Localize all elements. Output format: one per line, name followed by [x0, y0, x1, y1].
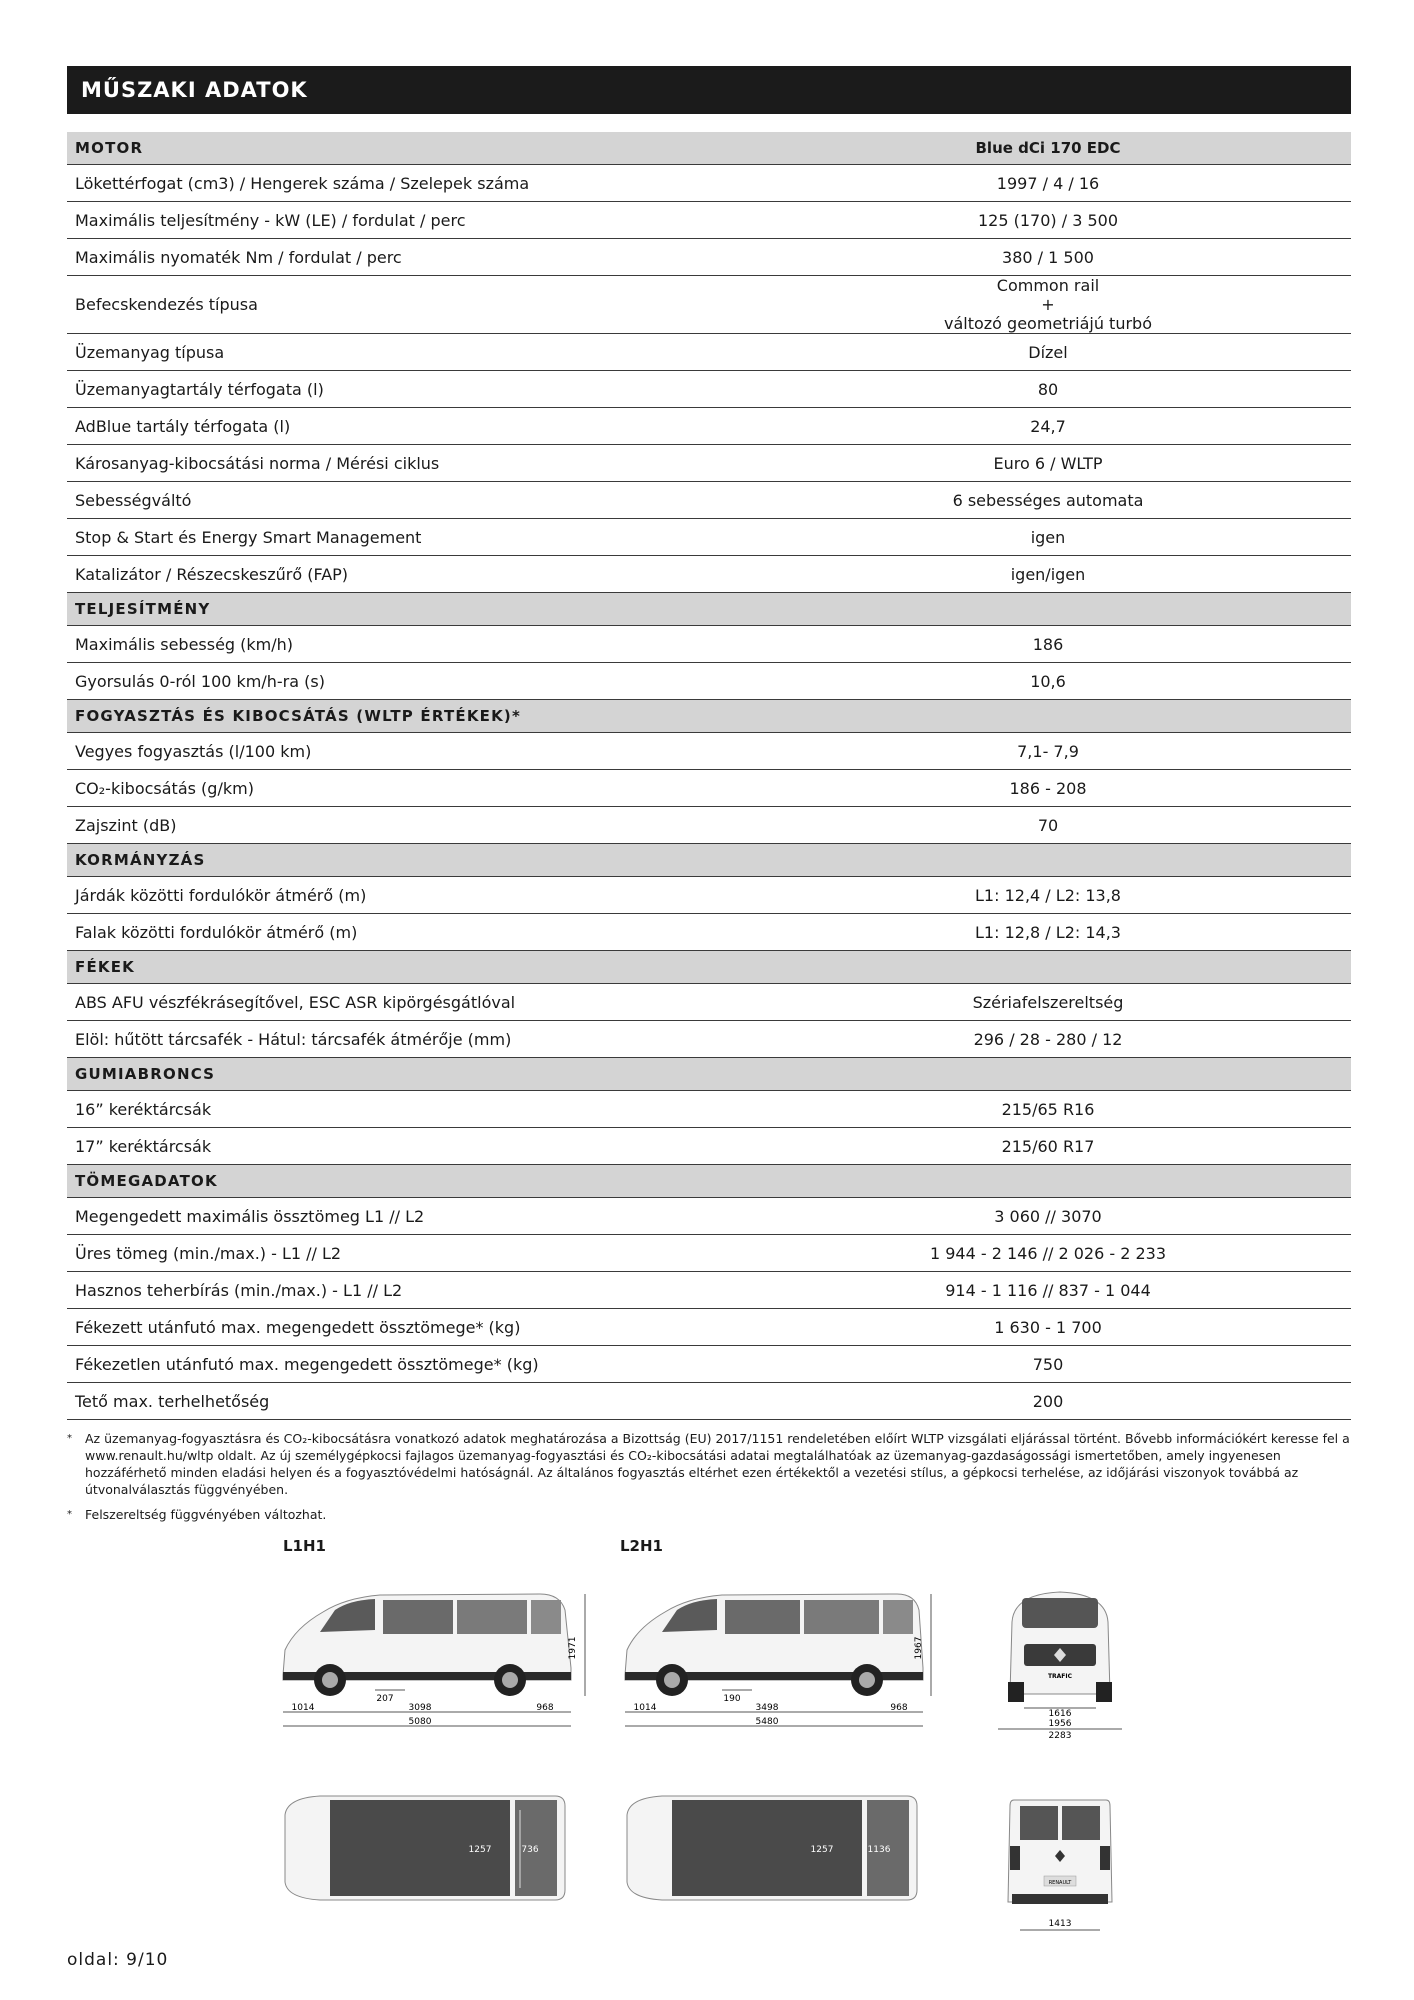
spec-row [67, 1091, 1351, 1128]
spec-label: Stop & Start és Energy Smart Management [67, 519, 745, 556]
spec-row [67, 1383, 1351, 1420]
section-title: TÖMEGADATOK [67, 1165, 745, 1198]
spec-row [67, 733, 1351, 770]
spec-value: 6 sebességes automata [745, 482, 1351, 519]
spec-row [67, 877, 1351, 914]
spec-label: Zajszint (dB) [67, 807, 745, 844]
footnote-text: Az üzemanyag-fogyasztásra és CO₂-kibocsátásra vonatkozó adatok meghatározása a Bizottság (EU) 2017/1151 rendeletében előírt WLTP vizsgálati eljárással történt. Bővebb információkért keresse fel a www.renault.hu/wltp oldalt. Az új személygépkocsi fajlagos üzemanyag-fogyasztási és CO₂-kibocsátási adatai megtalálhatóak az üzemanyag-gazdaságossági ismertetőben, amely ingyenesen hozzáférhető minden eladási helyen és a fogyasztóvédelmi hatóságnál. Az általános fogyasztás eltérhet ezen értékektől a vezetési stílus, a gépkocsi terhelése, az időjárási viszonyok továbbá az útvonalválasztás függvényében. [85, 1431, 1350, 1497]
section-title: TELJESÍTMÉNY [67, 593, 745, 626]
footnote-mark: * [67, 1433, 72, 1444]
page-number: oldal: 9/10 [67, 1950, 169, 1970]
l1h1-wheelbase: 3098 [408, 1703, 432, 1713]
spec-value: 186 [745, 626, 1351, 663]
footnote-mark: * [67, 1509, 72, 1520]
spec-label: Maximális sebesség (km/h) [67, 626, 745, 663]
section-title: FOGYASZTÁS ÉS KIBOCSÁTÁS (WLTP ÉRTÉKEK)* [67, 700, 745, 733]
section-header-value [745, 951, 1351, 984]
l2h1-side-view [617, 1580, 937, 1735]
spec-label: Járdák közötti fordulókör átmérő (m) [67, 877, 745, 914]
spec-value: 215/60 R17 [745, 1128, 1351, 1165]
spec-row [67, 334, 1351, 371]
spec-label: Károsanyag-kibocsátási norma / Mérési ciklus [67, 445, 745, 482]
spec-row [67, 626, 1351, 663]
spec-label: Üzemanyag típusa [67, 334, 745, 371]
section-header-value [745, 1058, 1351, 1091]
spec-label: Lökettérfogat (cm3) / Hengerek száma / Szelepek száma [67, 165, 745, 202]
spec-value: 10,6 [745, 663, 1351, 700]
front-track: 1616 [1048, 1709, 1072, 1719]
spec-value: 750 [745, 1346, 1351, 1383]
footnotes [67, 1430, 1351, 1523]
spec-label: Maximális teljesítmény - kW (LE) / fordulat / perc [67, 202, 745, 239]
spec-row [67, 1235, 1351, 1272]
l1h1-height: 1971 [568, 1636, 578, 1660]
l1h1-rear-width: 736 [521, 1845, 539, 1855]
section-title: FÉKEK [67, 951, 745, 984]
spec-row [67, 482, 1351, 519]
spec-value: 3 060 // 3070 [745, 1198, 1351, 1235]
spec-row [67, 770, 1351, 807]
spec-value: 380 / 1 500 [745, 239, 1351, 276]
l2h1-front-overhang: 1014 [633, 1703, 657, 1713]
spec-row [67, 1272, 1351, 1309]
l2h1-rear-width: 1136 [867, 1845, 891, 1855]
spec-label: Gyorsulás 0-ról 100 km/h-ra (s) [67, 663, 745, 700]
l2h1-rear-overhang: 968 [890, 1703, 908, 1713]
section-header-value [745, 593, 1351, 626]
spec-value: 7,1- 7,9 [745, 733, 1351, 770]
spec-row [67, 408, 1351, 445]
spec-label: Katalizátor / Részecskeszűrő (FAP) [67, 556, 745, 593]
spec-row [67, 202, 1351, 239]
spec-page [67, 66, 1351, 1523]
spec-row [67, 984, 1351, 1021]
spec-value: 215/65 R16 [745, 1091, 1351, 1128]
l2h1-length: 5480 [755, 1717, 779, 1727]
l1h1-top-view [275, 1790, 575, 1910]
section-title: MOTOR [67, 132, 745, 165]
spec-label: Befecskendezés típusa [67, 276, 745, 334]
spec-value: 70 [745, 807, 1351, 844]
section-header-value [745, 844, 1351, 877]
spec-label: Maximális nyomaték Nm / fordulat / perc [67, 239, 745, 276]
l2h1-top-view [617, 1790, 927, 1910]
section-header [67, 844, 1351, 877]
section-header-value [745, 1165, 1351, 1198]
l1h1-rear-overhang: 968 [536, 1703, 554, 1713]
section-header [67, 132, 1351, 165]
section-header-value: Blue dCi 170 EDC [745, 132, 1351, 165]
spec-label: Megengedett maximális össztömeg L1 // L2 [67, 1198, 745, 1235]
spec-label: Elöl: hűtött tárcsafék - Hátul: tárcsafék átmérője (mm) [67, 1021, 745, 1058]
spec-label: Tető max. terhelhetőség [67, 1383, 745, 1420]
spec-value: igen [745, 519, 1351, 556]
section-title: GUMIABRONCS [67, 1058, 745, 1091]
spec-row [67, 914, 1351, 951]
spec-label: Vegyes fogyasztás (l/100 km) [67, 733, 745, 770]
spec-value: 1 630 - 1 700 [745, 1309, 1351, 1346]
section-header-value [745, 700, 1351, 733]
spec-row [67, 239, 1351, 276]
spec-value: Dízel [745, 334, 1351, 371]
section-header [67, 1058, 1351, 1091]
spec-label: ABS AFU vészfékrásegítővel, ESC ASR kipörgésgátlóval [67, 984, 745, 1021]
spec-label: Üzemanyagtartály térfogata (l) [67, 371, 745, 408]
rear-track: 1413 [1048, 1919, 1072, 1929]
spec-value-line: Common rail [996, 276, 1100, 295]
spec-row [67, 371, 1351, 408]
spec-row [67, 165, 1351, 202]
spec-value: Szériafelszereltség [745, 984, 1351, 1021]
l2h1-wheelbase: 3498 [755, 1703, 779, 1713]
spec-row [67, 276, 1351, 334]
l2h1-height: 1967 [914, 1636, 924, 1660]
l1h1-front-overhang: 1014 [291, 1703, 315, 1713]
spec-label: Hasznos teherbírás (min./max.) - L1 // L2 [67, 1272, 745, 1309]
spec-value-line: + [1041, 295, 1055, 314]
spec-label: CO₂-kibocsátás (g/km) [67, 770, 745, 807]
spec-value [745, 276, 1351, 334]
l1h1-ground: 207 [376, 1694, 394, 1704]
spec-value: L1: 12,4 / L2: 13,8 [745, 877, 1351, 914]
spec-value: 80 [745, 371, 1351, 408]
spec-value: 186 - 208 [745, 770, 1351, 807]
spec-row [67, 1198, 1351, 1235]
footnote-text: Felszereltség függvényében változhat. [85, 1507, 327, 1522]
spec-label: 16” keréktárcsák [67, 1091, 745, 1128]
spec-label: AdBlue tartály térfogata (l) [67, 408, 745, 445]
spec-row [67, 807, 1351, 844]
spec-value: igen/igen [745, 556, 1351, 593]
spec-value: Euro 6 / WLTP [745, 445, 1351, 482]
spec-label: Sebességváltó [67, 482, 745, 519]
rear-plate: RENAULT [1048, 1880, 1072, 1886]
section-header [67, 700, 1351, 733]
front-width-mirrors: 2283 [1048, 1731, 1072, 1741]
front-width: 1956 [1048, 1719, 1072, 1729]
spec-value: 1997 / 4 / 16 [745, 165, 1351, 202]
spec-value: L1: 12,8 / L2: 14,3 [745, 914, 1351, 951]
section-header [67, 593, 1351, 626]
spec-row [67, 445, 1351, 482]
spec-label: Üres tömeg (min./max.) - L1 // L2 [67, 1235, 745, 1272]
l1h1-length: 5080 [408, 1717, 432, 1727]
spec-label: Fékezett utánfutó max. megengedett össztömege* (kg) [67, 1309, 745, 1346]
spec-label: Falak közötti fordulókör átmérő (m) [67, 914, 745, 951]
spec-row [67, 1021, 1351, 1058]
spec-value: 1 944 - 2 146 // 2 026 - 2 233 [745, 1235, 1351, 1272]
l2h1-label: L2H1 [620, 1537, 663, 1555]
l2h1-load-width: 1257 [810, 1845, 834, 1855]
page-title: MŰSZAKI ADATOK [67, 66, 1351, 114]
l1h1-side-view [275, 1580, 595, 1735]
spec-row [67, 1128, 1351, 1165]
spec-value: 200 [745, 1383, 1351, 1420]
spec-table [67, 132, 1351, 1420]
footnote [67, 1430, 1351, 1498]
l2h1-ground: 190 [723, 1694, 741, 1704]
section-title: KORMÁNYZÁS [67, 844, 745, 877]
spec-value: 125 (170) / 3 500 [745, 202, 1351, 239]
spec-value: 914 - 1 116 // 837 - 1 044 [745, 1272, 1351, 1309]
footnote [67, 1506, 1351, 1523]
spec-value-line: változó geometriájú turbó [944, 314, 1152, 333]
l1h1-label: L1H1 [283, 1537, 326, 1555]
section-header [67, 951, 1351, 984]
spec-value: 296 / 28 - 280 / 12 [745, 1021, 1351, 1058]
rear-view [990, 1790, 1130, 1940]
spec-label: 17” keréktárcsák [67, 1128, 745, 1165]
front-view [990, 1582, 1130, 1742]
spec-row [67, 556, 1351, 593]
spec-row [67, 1309, 1351, 1346]
l1h1-load-width: 1257 [468, 1845, 492, 1855]
spec-row [67, 663, 1351, 700]
spec-label: Fékezetlen utánfutó max. megengedett össztömege* (kg) [67, 1346, 745, 1383]
front-badge: TRAFIC [1047, 1673, 1073, 1680]
spec-value: 24,7 [745, 408, 1351, 445]
spec-row [67, 519, 1351, 556]
section-header [67, 1165, 1351, 1198]
spec-row [67, 1346, 1351, 1383]
